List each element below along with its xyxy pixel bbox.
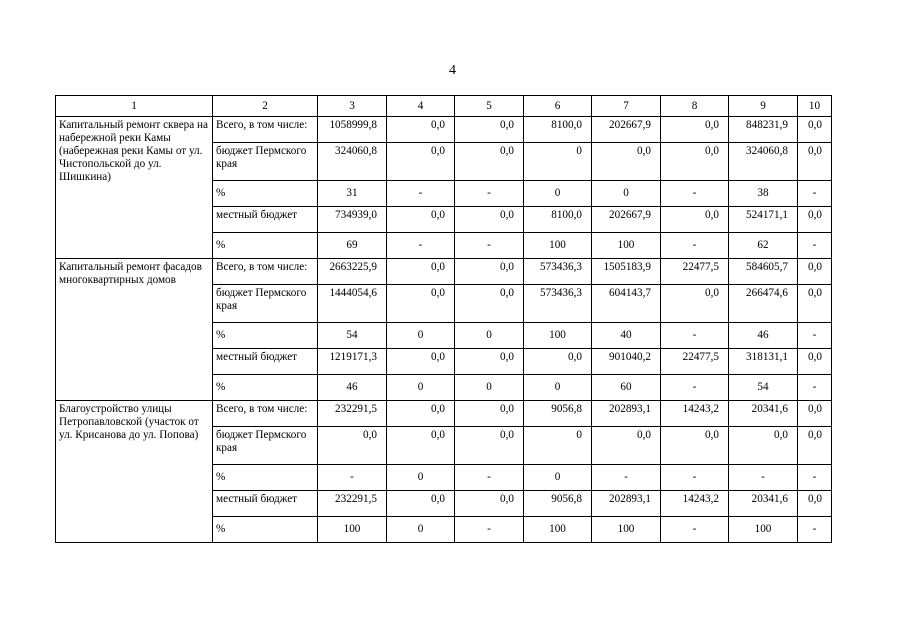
page-number: 4 bbox=[449, 63, 456, 78]
row-label-cell: местный бюджет bbox=[213, 491, 318, 517]
value-cell: - bbox=[455, 233, 524, 259]
column-header: 7 bbox=[592, 96, 661, 117]
value-cell: 0 bbox=[387, 465, 455, 491]
value-cell: 0,0 bbox=[455, 491, 524, 517]
row-label-cell: % bbox=[213, 517, 318, 543]
value-cell: 0 bbox=[387, 517, 455, 543]
value-cell: - bbox=[661, 517, 729, 543]
value-cell: 1444054,6 bbox=[318, 285, 387, 323]
value-cell: - bbox=[455, 517, 524, 543]
value-cell: - bbox=[387, 233, 455, 259]
column-header: 3 bbox=[318, 96, 387, 117]
value-cell: 232291,5 bbox=[318, 401, 387, 427]
row-label-cell: Всего, в том числе: bbox=[213, 401, 318, 427]
value-cell: 0,0 bbox=[524, 349, 592, 375]
value-cell: 22477,5 bbox=[661, 349, 729, 375]
column-header: 2 bbox=[213, 96, 318, 117]
value-cell: 2663225,9 bbox=[318, 259, 387, 285]
value-cell: 20341,6 bbox=[729, 401, 798, 427]
value-cell: 31 bbox=[318, 181, 387, 207]
row-label-cell: бюджет Пермского края bbox=[213, 427, 318, 465]
value-cell: 584605,7 bbox=[729, 259, 798, 285]
budget-table bbox=[55, 95, 832, 543]
value-cell: 0,0 bbox=[387, 285, 455, 323]
value-cell: 0,0 bbox=[798, 259, 832, 285]
row-label-cell: бюджет Пермского края bbox=[213, 285, 318, 323]
value-cell: 0,0 bbox=[798, 401, 832, 427]
value-cell: 0 bbox=[455, 323, 524, 349]
value-cell: 0,0 bbox=[318, 427, 387, 465]
value-cell: - bbox=[661, 323, 729, 349]
value-cell: 100 bbox=[318, 517, 387, 543]
value-cell: - bbox=[661, 233, 729, 259]
value-cell: 0,0 bbox=[661, 117, 729, 143]
value-cell: 0 bbox=[524, 143, 592, 181]
value-cell: 8100,0 bbox=[524, 207, 592, 233]
value-cell: 324060,8 bbox=[318, 143, 387, 181]
column-header: 10 bbox=[798, 96, 832, 117]
table-row bbox=[56, 259, 832, 285]
value-cell: 0,0 bbox=[387, 207, 455, 233]
value-cell: 318131,1 bbox=[729, 349, 798, 375]
value-cell: 0,0 bbox=[798, 207, 832, 233]
column-header: 5 bbox=[455, 96, 524, 117]
value-cell: - bbox=[798, 517, 832, 543]
value-cell: - bbox=[798, 181, 832, 207]
value-cell: - bbox=[661, 465, 729, 491]
value-cell: 0,0 bbox=[798, 143, 832, 181]
value-cell: 0,0 bbox=[455, 401, 524, 427]
value-cell: - bbox=[798, 233, 832, 259]
value-cell: 0,0 bbox=[661, 207, 729, 233]
value-cell: 734939,0 bbox=[318, 207, 387, 233]
value-cell: 20341,6 bbox=[729, 491, 798, 517]
project-name-cell: Благоустройство улицы Петропавловской (участок от ул. Крисанова до ул. Попова) bbox=[56, 401, 213, 543]
value-cell: - bbox=[318, 465, 387, 491]
value-cell: 0,0 bbox=[661, 427, 729, 465]
column-header: 6 bbox=[524, 96, 592, 117]
value-cell: 1505183,9 bbox=[592, 259, 661, 285]
value-cell: 0,0 bbox=[455, 143, 524, 181]
value-cell: 232291,5 bbox=[318, 491, 387, 517]
value-cell: 0 bbox=[524, 465, 592, 491]
value-cell: - bbox=[661, 375, 729, 401]
column-header: 9 bbox=[729, 96, 798, 117]
project-name-cell: Капитальный ремонт фасадов многоквартирных домов bbox=[56, 259, 213, 401]
value-cell: 100 bbox=[524, 517, 592, 543]
value-cell: 0,0 bbox=[387, 143, 455, 181]
project-name-cell: Капитальный ремонт сквера на набережной реки Камы (набережная реки Камы от ул. Чистопольской до ул. Шишкина) bbox=[56, 117, 213, 259]
table-header-row bbox=[56, 96, 832, 117]
value-cell: 0 bbox=[524, 181, 592, 207]
value-cell: - bbox=[661, 181, 729, 207]
value-cell: 8100,0 bbox=[524, 117, 592, 143]
value-cell: 100 bbox=[729, 517, 798, 543]
value-cell: 60 bbox=[592, 375, 661, 401]
value-cell: 202893,1 bbox=[592, 491, 661, 517]
value-cell: 54 bbox=[318, 323, 387, 349]
value-cell: 0,0 bbox=[798, 491, 832, 517]
value-cell: 0,0 bbox=[387, 349, 455, 375]
value-cell: 9056,8 bbox=[524, 491, 592, 517]
value-cell: 1219171,3 bbox=[318, 349, 387, 375]
value-cell: - bbox=[798, 323, 832, 349]
row-label-cell: бюджет Пермского края bbox=[213, 143, 318, 181]
value-cell: 202893,1 bbox=[592, 401, 661, 427]
value-cell: 0 bbox=[524, 427, 592, 465]
value-cell: 100 bbox=[592, 517, 661, 543]
value-cell: 324060,8 bbox=[729, 143, 798, 181]
value-cell: 46 bbox=[729, 323, 798, 349]
value-cell: 0,0 bbox=[387, 401, 455, 427]
value-cell: 0,0 bbox=[798, 117, 832, 143]
value-cell: 0,0 bbox=[455, 259, 524, 285]
value-cell: 54 bbox=[729, 375, 798, 401]
value-cell: 14243,2 bbox=[661, 491, 729, 517]
value-cell: 0,0 bbox=[455, 207, 524, 233]
column-header: 4 bbox=[387, 96, 455, 117]
value-cell: 0,0 bbox=[387, 491, 455, 517]
table-row bbox=[56, 117, 832, 143]
value-cell: 0,0 bbox=[592, 427, 661, 465]
value-cell: 40 bbox=[592, 323, 661, 349]
value-cell: 0,0 bbox=[661, 143, 729, 181]
value-cell: 1058999,8 bbox=[318, 117, 387, 143]
value-cell: 46 bbox=[318, 375, 387, 401]
value-cell: 0,0 bbox=[387, 117, 455, 143]
value-cell: - bbox=[387, 181, 455, 207]
column-header: 1 bbox=[56, 96, 213, 117]
value-cell: 100 bbox=[524, 233, 592, 259]
row-label-cell: % bbox=[213, 465, 318, 491]
value-cell: 14243,2 bbox=[661, 401, 729, 427]
value-cell: 62 bbox=[729, 233, 798, 259]
row-label-cell: местный бюджет bbox=[213, 207, 318, 233]
row-label-cell: % bbox=[213, 233, 318, 259]
value-cell: 0 bbox=[524, 375, 592, 401]
value-cell: 0,0 bbox=[592, 143, 661, 181]
value-cell: - bbox=[798, 465, 832, 491]
value-cell: 0 bbox=[592, 181, 661, 207]
value-cell: 901040,2 bbox=[592, 349, 661, 375]
value-cell: 848231,9 bbox=[729, 117, 798, 143]
value-cell: 202667,9 bbox=[592, 117, 661, 143]
value-cell: - bbox=[729, 465, 798, 491]
value-cell: 22477,5 bbox=[661, 259, 729, 285]
value-cell: 0 bbox=[387, 323, 455, 349]
value-cell: 0,0 bbox=[661, 285, 729, 323]
value-cell: - bbox=[455, 181, 524, 207]
value-cell: 0,0 bbox=[798, 285, 832, 323]
value-cell: 202667,9 bbox=[592, 207, 661, 233]
table-row bbox=[56, 401, 832, 427]
value-cell: 0 bbox=[455, 375, 524, 401]
value-cell: 0,0 bbox=[798, 349, 832, 375]
row-label-cell: Всего, в том числе: bbox=[213, 117, 318, 143]
value-cell: 0,0 bbox=[729, 427, 798, 465]
table-body bbox=[56, 96, 832, 543]
value-cell: - bbox=[592, 465, 661, 491]
value-cell: 100 bbox=[524, 323, 592, 349]
row-label-cell: % bbox=[213, 181, 318, 207]
value-cell: 573436,3 bbox=[524, 259, 592, 285]
value-cell: 0,0 bbox=[455, 117, 524, 143]
value-cell: 524171,1 bbox=[729, 207, 798, 233]
value-cell: 0,0 bbox=[455, 427, 524, 465]
value-cell: 604143,7 bbox=[592, 285, 661, 323]
row-label-cell: % bbox=[213, 323, 318, 349]
value-cell: 0,0 bbox=[798, 427, 832, 465]
value-cell: 69 bbox=[318, 233, 387, 259]
value-cell: 38 bbox=[729, 181, 798, 207]
value-cell: 0,0 bbox=[455, 285, 524, 323]
column-header: 8 bbox=[661, 96, 729, 117]
row-label-cell: местный бюджет bbox=[213, 349, 318, 375]
value-cell: 0 bbox=[387, 375, 455, 401]
value-cell: - bbox=[798, 375, 832, 401]
value-cell: 0,0 bbox=[387, 259, 455, 285]
row-label-cell: Всего, в том числе: bbox=[213, 259, 318, 285]
value-cell: 0,0 bbox=[455, 349, 524, 375]
value-cell: 266474,6 bbox=[729, 285, 798, 323]
value-cell: 9056,8 bbox=[524, 401, 592, 427]
value-cell: 100 bbox=[592, 233, 661, 259]
value-cell: - bbox=[455, 465, 524, 491]
value-cell: 573436,3 bbox=[524, 285, 592, 323]
value-cell: 0,0 bbox=[387, 427, 455, 465]
row-label-cell: % bbox=[213, 375, 318, 401]
